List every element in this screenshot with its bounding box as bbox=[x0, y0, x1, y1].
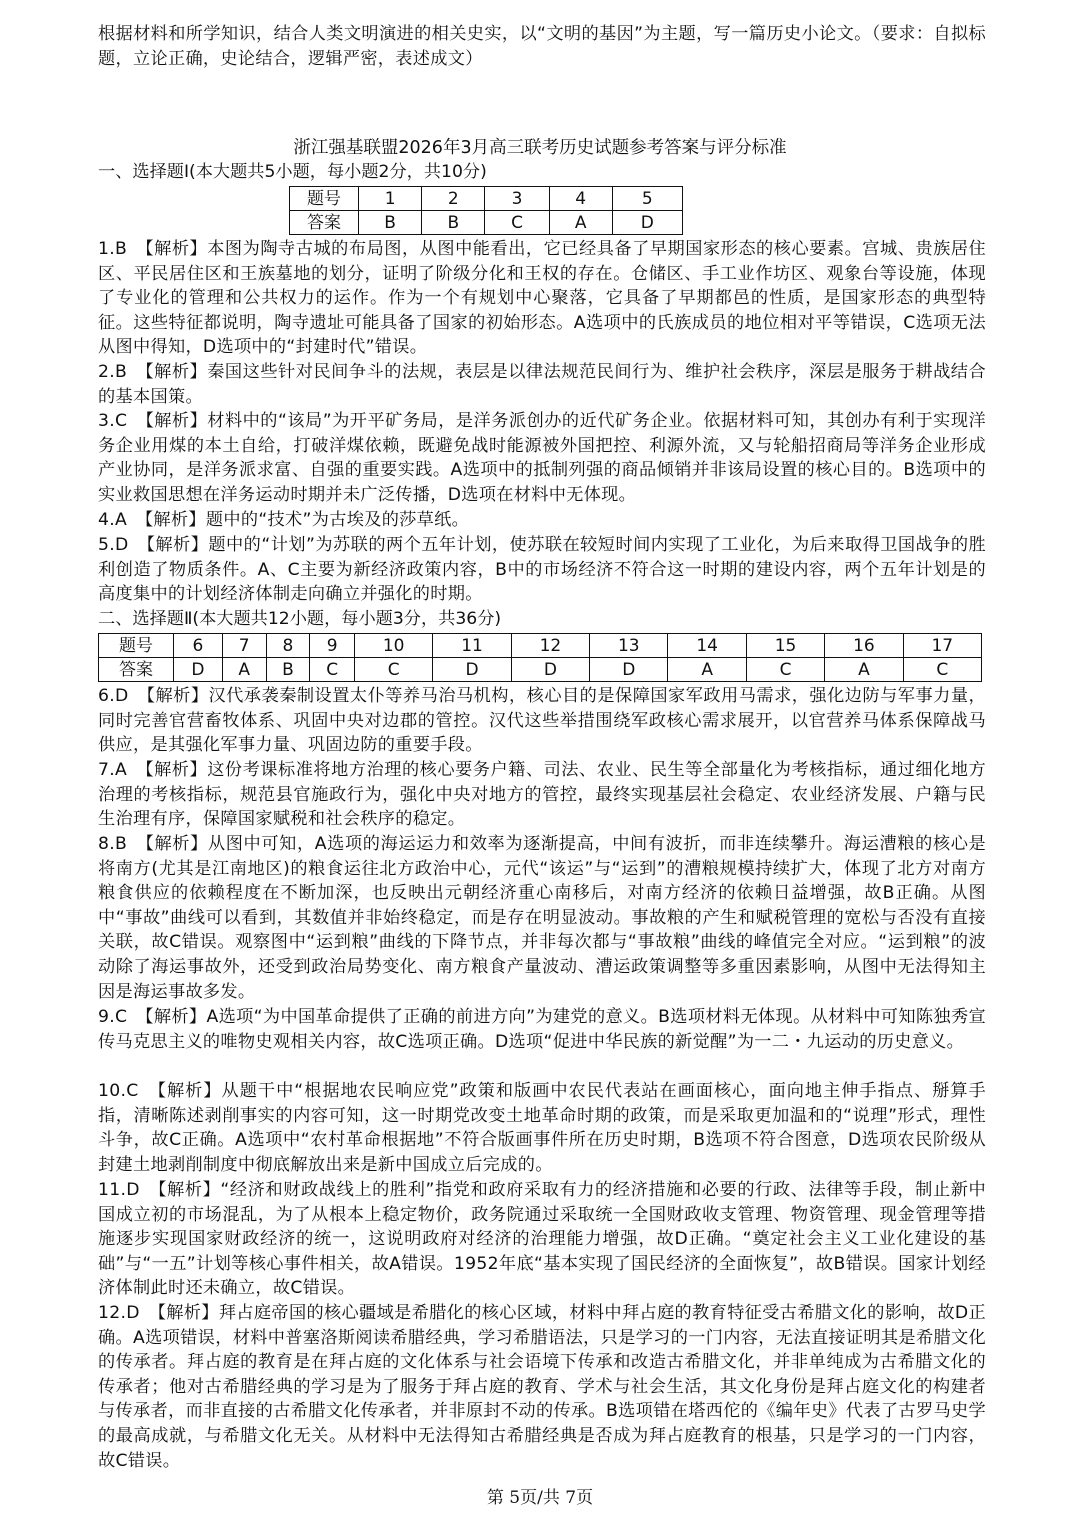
table-cell: A bbox=[668, 658, 746, 682]
table-cell: D bbox=[612, 211, 682, 235]
table-cell: A bbox=[549, 211, 612, 235]
table-cell: B bbox=[422, 211, 485, 235]
table-cell: B bbox=[266, 658, 310, 682]
table-cell: 17 bbox=[903, 634, 981, 658]
explanation-10: 10.C 【解析】从题干中“根据地农民响应党”政策和版画中农民代表站在画面核心，面向地主伸手指点、掰算手指，清晰陈述剥削事实的内容可知，这一时期党改变土地革命时期的政策，而是采取更加温和的“说理”形式，理性斗争，故C正确。A选项中“农村革命根据地”不符合版画事件所在历史时期，B选项不符合图意，D选项农民阶级从封建土地剥削制度中彻底解放出来是新中国成立后完成的。 bbox=[98, 1081, 986, 1175]
explanation-8: 8.B 【解析】从图中可知，A选项的海运运力和效率为逐渐提高，中间有波折，而非连续攀升。海运漕粮的核心是将南方(尤其是江南地区)的粮食运往北方政治中心，元代“该运”与“运到”的漕粮规模持续扩大，体现了北方对南方粮食供应的依赖程度在不断加深，也反映出元朝经济重心南移后，对南方经济的依赖日益增强，故B正确。从图中“事故”曲线可以看到，其数值并非始终稳定，而是存在明显波动。事故粮的产生和赋税管理的宽松与否没有直接关联，故C错误。观察图中“运到粮”曲线的下降节点，并非每次都与“事故粮”曲线的峰值完全对应。“运到粮”的波动除了海运事故外，还受到政治局势变化、南方粮食产量波动、漕运政策调整等多重因素影响，从图中无法得知主因是海运事故多发。 bbox=[98, 834, 986, 1002]
table-cell: C bbox=[746, 658, 824, 682]
table-cell: C bbox=[903, 658, 981, 682]
table-cell: C bbox=[485, 211, 549, 235]
table-cell: 16 bbox=[825, 634, 903, 658]
table-cell: D bbox=[433, 658, 511, 682]
explanation-12: 12.D 【解析】拜占庭帝国的核心疆域是希腊化的核心区域，材料中拜占庭的教育特征受古希腊文化的影响，故D正确。A选项错误，材料中普塞洛斯阅读希腊经典，学习希腊语法，只是学习的一门内容，无法直接证明其是希腊文化的传承者。拜占庭的教育是在拜占庭的文化体系与社会语境下传承和改造古希腊文化，并非单纯成为古希腊文化的传承者；他对古希腊经典的学习是为了服务于拜占庭的教育、学术与社会生活，其文化身份是拜占庭文化的构建者与传承者，而非直接的古希腊文化传承者，并非原封不动的传承。B选项错在塔西佗的《编年史》代表了古罗马史学的最高成就，与希腊文化无关。从材料中无法得知古希腊经典是否成为拜占庭教育的根基，只是学习的一门内容，故C错误。 bbox=[98, 1303, 986, 1471]
explanation-7: 7.A 【解析】这份考课标准将地方治理的核心要务户籍、司法、农业、民生等全部量化为考核指标，通过细化地方治理的考核指标，规范县官施政行为，强化中央对地方的管控，最终实现基层社会稳定、农业经济发展、户籍与民生治理有序，保障国家赋税和社会秩序的稳定。 bbox=[98, 760, 986, 830]
table-cell: 14 bbox=[668, 634, 746, 658]
table-row-answers bbox=[99, 658, 982, 682]
table-header-cell: 答案 bbox=[290, 211, 359, 235]
table-header-cell: 题号 bbox=[99, 634, 174, 658]
table-row-answers bbox=[290, 211, 683, 235]
table-cell: 1 bbox=[359, 187, 422, 211]
table-cell: D bbox=[174, 658, 223, 682]
table-header-cell: 题号 bbox=[290, 187, 359, 211]
table-cell: 6 bbox=[174, 634, 223, 658]
page-footer: 第 5页/共 7页 bbox=[486, 1488, 594, 1508]
table-cell: 13 bbox=[590, 634, 668, 658]
table-header-cell: 答案 bbox=[99, 658, 174, 682]
explanation-1: 1.B 【解析】本图为陶寺古城的布局图，从图中能看出，它已经具备了早期国家形态的核心要素。宫城、贵族居住区、平民居住区和王族墓地的划分，证明了阶级分化和王权的存在。仓储区、手工业作坊区、观象台等设施，体现了专业化的管理和公共权力的运作。作为一个有规划中心聚落，它具备了早期都邑的性质，是国家形态的典型特征。这些特征都说明，陶寺遗址可能具备了国家的初始形态。A选项中的氏族成员的地位相对平等错误，C选项无法从图中得知，D选项中的“封建时代”错误。 bbox=[98, 239, 986, 358]
explanation-5: 5.D 【解析】题中的“计划”为苏联的两个五年计划，使苏联在较短时间内实现了工业化，为后来取得卫国战争的胜利创造了物质条件。A、C主要为新经济政策内容，B中的市场经济不符合这一时期的建设内容，两个五年计划是的高度集中的计划经济体制走向确立并强化的时期。 bbox=[98, 535, 986, 605]
intro-paragraph: 根据材料和所学知识，结合人类文明演进的相关史实，以“文明的基因”为主题，写一篇历史小论文。（要求：自拟标题，立论正确，史论结合，逻辑严密，表述成文） bbox=[98, 24, 986, 69]
explanation-9: 9.C 【解析】A选项“为中国革命提供了正确的前进方向”为建党的意义。B选项材料无体现。从材料中可知陈独秀宣传马克思主义的唯物史观相关内容，故C选项正确。D选项“促进中华民族的新觉醒”为一二・九运动的历史意义。 bbox=[98, 1007, 986, 1052]
table-cell: 3 bbox=[485, 187, 549, 211]
table-cell: 8 bbox=[266, 634, 310, 658]
table-cell: D bbox=[511, 658, 589, 682]
explanation-4: 4.A 【解析】题中的“技术”为古埃及的莎草纸。 bbox=[98, 510, 470, 530]
table-cell: B bbox=[359, 211, 422, 235]
document-title: 浙江强基联盟2026年3月高三联考历史试题参考答案与评分标准 bbox=[293, 138, 787, 158]
table-cell: 12 bbox=[511, 634, 589, 658]
table-cell: 10 bbox=[354, 634, 432, 658]
answer-table-2 bbox=[98, 633, 982, 682]
explanation-2: 2.B 【解析】秦国这些针对民间争斗的法规，表层是以律法规范民间行为、维护社会秩序，深层是服务于耕战结合的基本国策。 bbox=[98, 362, 986, 407]
section2-heading: 二、选择题Ⅱ(本大题共12小题，每小题3分，共36分) bbox=[98, 609, 502, 629]
explanation-6: 6.D 【解析】汉代承袭秦制设置太仆等养马治马机构，核心目的是保障国家军政用马需求，强化边防与军事力量，同时完善官营畜牧体系、巩固中央对边郡的管控。汉代这些举措围绕军政核心需求展开，以官营养马体系保障战马供应，是其强化军事力量、巩固边防的重要手段。 bbox=[98, 686, 986, 756]
section1-heading: 一、选择题Ⅰ(本大题共5小题，每小题2分，共10分) bbox=[98, 162, 487, 182]
table-cell: A bbox=[222, 658, 266, 682]
table-cell: 5 bbox=[612, 187, 682, 211]
table-cell: 11 bbox=[433, 634, 511, 658]
explanation-3: 3.C 【解析】材料中的“该局”为开平矿务局，是洋务派创办的近代矿务企业。依据材料可知，其创办有利于实现洋务企业用煤的本土自给，打破洋煤依赖，既避免战时能源被外国把控、利源外流，又与轮船招商局等洋务企业形成产业协同，是洋务派求富、自强的重要实践。A选项中的抵制列强的商品倾销并非该局设置的核心目的。B选项中的实业救国思想在洋务运动时期并未广泛传播，D选项在材料中无体现。 bbox=[98, 411, 986, 505]
explanation-11: 11.D 【解析】“经济和财政战线上的胜利”指党和政府采取有力的经济措施和必要的行政、法律等手段，制止新中国成立初的市场混乱，为了从根本上稳定物价，政务院通过采取统一全国财政收支管理、物资管理、现金管理等措施逐步实现国家财政经济的统一，这说明政府对经济的治理能力增强，故D正确。“奠定社会主义工业化建设的基础”与“一五”计划等核心事件相关，故A错误。1952年底“基本实现了国民经济的全面恢复”，故B错误。国家计划经济体制此时还未确立，故C错误。 bbox=[98, 1180, 986, 1299]
table-cell: 2 bbox=[422, 187, 485, 211]
table-cell: C bbox=[354, 658, 432, 682]
table-cell: 9 bbox=[310, 634, 355, 658]
table-cell: C bbox=[310, 658, 355, 682]
table-cell: 15 bbox=[746, 634, 824, 658]
answer-table-1 bbox=[289, 186, 683, 235]
table-row-numbers bbox=[290, 187, 683, 211]
table-cell: D bbox=[590, 658, 668, 682]
table-cell: A bbox=[825, 658, 903, 682]
table-row-numbers bbox=[99, 634, 982, 658]
table-cell: 4 bbox=[549, 187, 612, 211]
table-cell: 7 bbox=[222, 634, 266, 658]
